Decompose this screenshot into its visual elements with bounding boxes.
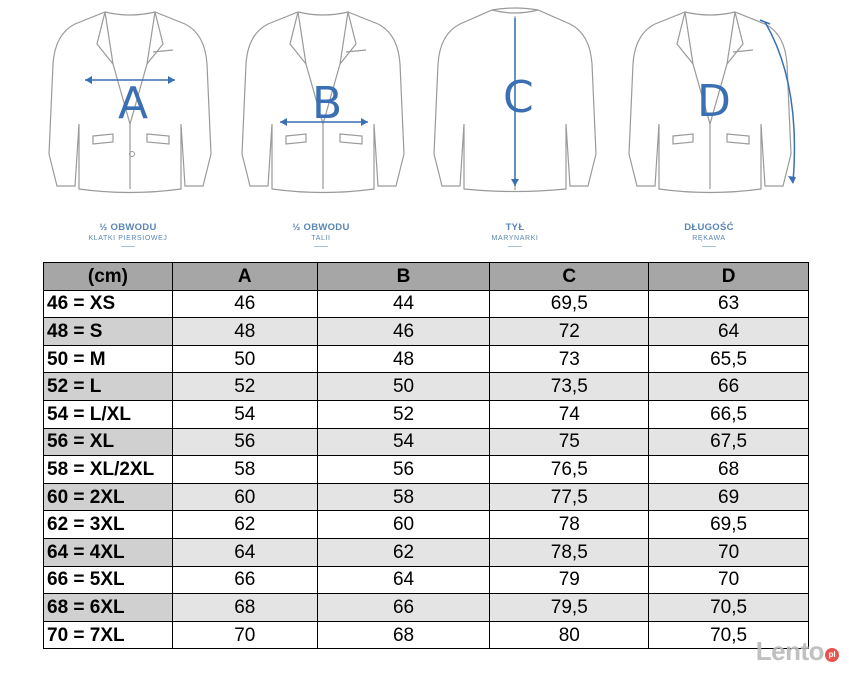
measure-cell: 58: [172, 456, 317, 484]
measure-cell: 68: [172, 594, 317, 622]
measure-cell: 56: [172, 428, 317, 456]
size-label-cell: 54 = L/XL: [44, 400, 173, 428]
measure-cell: 78,5: [490, 538, 649, 566]
caption-b-rule: [314, 246, 328, 247]
table-row: [44, 290, 809, 318]
table-header-row: [44, 263, 809, 291]
caption-c-title: TYŁ: [505, 222, 525, 233]
measure-cell: 64: [317, 566, 490, 594]
measure-cell: 60: [172, 483, 317, 511]
measure-cell: 80: [490, 621, 649, 649]
size-table: [43, 262, 809, 649]
measure-cell: 77,5: [490, 483, 649, 511]
letter-d: D: [697, 76, 731, 127]
caption-b: [221, 222, 421, 247]
table-row: [44, 373, 809, 401]
size-label-cell: 46 = XS: [44, 290, 173, 318]
size-label-cell: 70 = 7XL: [44, 621, 173, 649]
table-row: [44, 345, 809, 373]
measure-cell: 72: [490, 318, 649, 346]
measure-cell: 66,5: [649, 400, 809, 428]
letter-b: B: [312, 78, 343, 129]
measure-cell: 44: [317, 290, 490, 318]
table-row: [44, 318, 809, 346]
measure-cell: 69,5: [649, 511, 809, 539]
header-c: C: [490, 263, 649, 291]
measure-cell: 70: [649, 566, 809, 594]
size-label-cell: 56 = XL: [44, 428, 173, 456]
measure-cell: 68: [317, 621, 490, 649]
table-row: [44, 456, 809, 484]
table-row: [44, 621, 809, 649]
caption-a: [28, 222, 228, 247]
measure-cell: 46: [172, 290, 317, 318]
letter-a: A: [118, 78, 149, 129]
measure-cell: 68: [649, 456, 809, 484]
table-row: [44, 428, 809, 456]
size-label-cell: 62 = 3XL: [44, 511, 173, 539]
measure-cell: 62: [172, 511, 317, 539]
measure-cell: 48: [317, 345, 490, 373]
header-b: B: [317, 263, 490, 291]
size-label-cell: 58 = XL/2XL: [44, 456, 173, 484]
table-row: [44, 400, 809, 428]
caption-b-title: ½ OBWODU: [292, 222, 350, 233]
table-row: [44, 594, 809, 622]
header-a: A: [172, 263, 317, 291]
table-row: [44, 538, 809, 566]
measure-cell: 66: [317, 594, 490, 622]
table-row: [44, 511, 809, 539]
caption-d-rule: [702, 246, 716, 247]
header-d: D: [649, 263, 809, 291]
measure-cell: 69,5: [490, 290, 649, 318]
measure-cell: 70: [649, 538, 809, 566]
size-label-cell: 52 = L: [44, 373, 173, 401]
size-label-cell: 68 = 6XL: [44, 594, 173, 622]
measure-cell: 67,5: [649, 428, 809, 456]
measure-cell: 64: [172, 538, 317, 566]
caption-c-subtitle: MARYNARKI: [491, 235, 539, 242]
measure-cell: 60: [317, 511, 490, 539]
caption-a-rule: [121, 246, 135, 247]
measure-cell: 64: [649, 318, 809, 346]
measure-cell: 70,5: [649, 621, 809, 649]
measure-cell: 78: [490, 511, 649, 539]
measure-cell: 58: [317, 483, 490, 511]
size-label-cell: 66 = 5XL: [44, 566, 173, 594]
caption-d-subtitle: RĘKAWA: [692, 235, 726, 242]
measure-cell: 70,5: [649, 594, 809, 622]
measure-cell: 63: [649, 290, 809, 318]
table-row: [44, 566, 809, 594]
size-label-cell: 64 = 4XL: [44, 538, 173, 566]
measure-cell: 73: [490, 345, 649, 373]
caption-a-title: ½ OBWODU: [99, 222, 157, 233]
table-row: [44, 483, 809, 511]
header-unit: (cm): [44, 263, 173, 291]
caption-a-subtitle: KLATKI PIERSIOWEJ: [88, 235, 168, 242]
measure-cell: 79: [490, 566, 649, 594]
measure-cell: 48: [172, 318, 317, 346]
measure-cell: 50: [172, 345, 317, 373]
measure-cell: 79,5: [490, 594, 649, 622]
caption-c-rule: [508, 246, 522, 247]
measure-cell: 66: [649, 373, 809, 401]
caption-b-subtitle: TALII: [311, 235, 331, 242]
measure-cell: 76,5: [490, 456, 649, 484]
measure-cell: 65,5: [649, 345, 809, 373]
measure-cell: 69: [649, 483, 809, 511]
measurement-diagrams: [0, 0, 849, 260]
size-label-cell: 60 = 2XL: [44, 483, 173, 511]
measure-cell: 73,5: [490, 373, 649, 401]
measure-cell: 70: [172, 621, 317, 649]
caption-c: [415, 222, 615, 247]
measure-cell: 74: [490, 400, 649, 428]
size-label-cell: 50 = M: [44, 345, 173, 373]
measure-cell: 75: [490, 428, 649, 456]
caption-d-title: DŁUGOŚĆ: [684, 222, 734, 233]
measure-cell: 46: [317, 318, 490, 346]
measure-cell: 50: [317, 373, 490, 401]
measure-cell: 56: [317, 456, 490, 484]
measure-cell: 62: [317, 538, 490, 566]
letter-c: C: [503, 72, 534, 123]
measure-cell: 54: [172, 400, 317, 428]
measure-cell: 54: [317, 428, 490, 456]
size-label-cell: 48 = S: [44, 318, 173, 346]
caption-d: [609, 222, 809, 247]
measure-cell: 52: [172, 373, 317, 401]
lento-watermark-logo: Lento pl: [756, 636, 839, 667]
measure-cell: 66: [172, 566, 317, 594]
measure-cell: 52: [317, 400, 490, 428]
